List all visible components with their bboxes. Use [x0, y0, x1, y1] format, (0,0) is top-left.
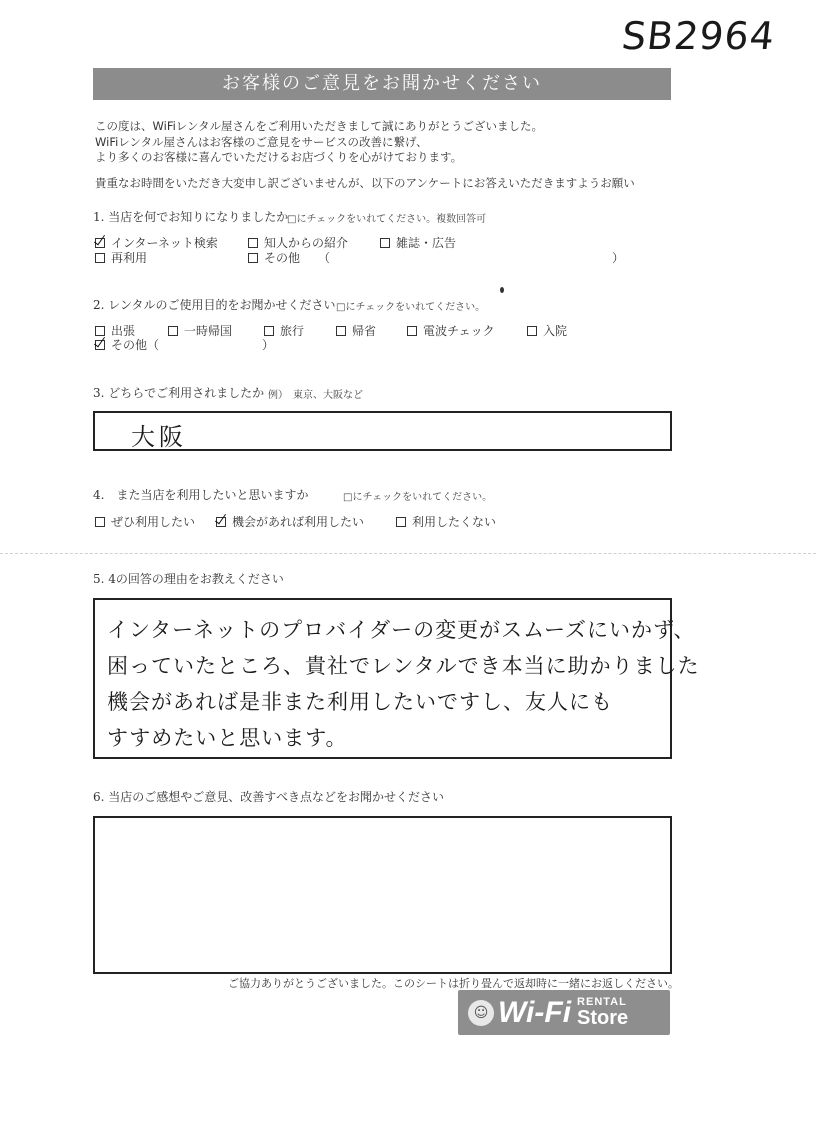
- checkbox-icon[interactable]: [336, 326, 346, 336]
- logo-main-text: Wi-Fi: [498, 995, 572, 1029]
- checkbox-icon[interactable]: [95, 253, 105, 263]
- checkbox-icon[interactable]: [380, 238, 390, 248]
- checkbox-checked-icon[interactable]: [95, 238, 105, 248]
- q1-title: 1. 当店を何でお知りになりましたか: [93, 210, 289, 224]
- intro-line-2: WiFiレンタル屋さんはお客様のご意見をサービスの改善に繋げ、: [95, 135, 428, 149]
- q2-option-label: 一時帰国: [184, 324, 233, 338]
- q2-option-label: 電波チェック: [423, 324, 495, 338]
- checkbox-icon[interactable]: [407, 326, 417, 336]
- q1-option-label: インターネット検索: [111, 236, 218, 250]
- q3-title: 3. どちらでご利用されましたか: [93, 386, 265, 400]
- intro-line-1: この度は、WiFiレンタル屋さんをご利用いただきまして誠にありがとうございました。: [95, 119, 544, 133]
- q5-answer-line: 機会があれば是非また利用したいですし、友人にも: [107, 690, 613, 714]
- q1-option-label: 再利用: [111, 251, 148, 265]
- q6-title: 6. 当店のご感想やご意見、改善すべき点などをお聞かせください: [93, 790, 445, 804]
- q2-option-label: 旅行: [280, 324, 305, 338]
- q2-other-close-paren: ）: [262, 338, 275, 352]
- q5-title: 5. 4の回答の理由をお教えください: [93, 572, 284, 586]
- q5-answer-line: 困っていたところ、貴社でレンタルでき本当に助かりました: [107, 654, 700, 678]
- q3-note: 例） 東京、大阪など: [268, 390, 363, 401]
- q2-option-hospital[interactable]: [527, 322, 567, 339]
- checkbox-checked-icon[interactable]: [216, 517, 226, 527]
- q4-option-definitely[interactable]: [95, 513, 195, 530]
- checkbox-icon[interactable]: [168, 326, 178, 336]
- q2-option-label: 帰省: [352, 324, 377, 338]
- q2-option-label: その他（: [111, 338, 160, 352]
- q3-answer-box[interactable]: [93, 411, 672, 451]
- logo-store-text: Store: [577, 1007, 629, 1029]
- q2-option-homecoming[interactable]: [336, 322, 376, 339]
- footer-note: ご協力ありがとうございました。このシートは折り畳んで返却時に一緒にお返しください。: [228, 977, 679, 990]
- ink-mark: [500, 287, 504, 293]
- q4-title: 4. また当店を利用したいと思いますか: [93, 488, 309, 502]
- q4-option-if-chance[interactable]: [216, 513, 364, 530]
- q1-option-label: 知人からの紹介: [264, 236, 349, 250]
- q1-option-other[interactable]: [248, 249, 300, 266]
- checkbox-checked-icon[interactable]: [95, 340, 105, 350]
- intro-line-4: 貴重なお時間をいただき大変申し訳ございませんが、以下のアンケートにお答えいただきますようお願い: [95, 176, 635, 190]
- page-title: お客様のご意見をお聞かせください: [93, 68, 671, 100]
- q4-note: □にチェックをいれてください。: [343, 492, 493, 503]
- q4-option-no[interactable]: [396, 513, 496, 530]
- logo-rental-text: RENTAL: [577, 996, 627, 1008]
- q2-option-other[interactable]: [95, 336, 159, 353]
- intro-line-3: より多くのお客様に喜んでいただけるお店づくりを心がけております。: [95, 150, 463, 164]
- q2-option-label: 入院: [543, 324, 568, 338]
- q5-answer-box[interactable]: [93, 598, 700, 759]
- q4-option-label: 利用したくない: [412, 515, 497, 529]
- q1-other-close-paren: ）: [612, 251, 625, 265]
- q2-option-signal-check[interactable]: [407, 322, 495, 339]
- q4-option-label: 機会があれば利用したい: [232, 515, 365, 529]
- q2-title: 2. レンタルのご使用目的をお聞かせください: [93, 298, 336, 312]
- brand-logo: [458, 990, 670, 1035]
- q2-note: □にチェックをいれてください。: [336, 302, 486, 313]
- q3-answer: 大阪: [131, 423, 187, 451]
- q2-option-temporary-return[interactable]: [168, 322, 232, 339]
- q4-option-label: ぜひ利用したい: [111, 515, 196, 529]
- q5-answer-line: インターネットのプロバイダーの変更がスムーズにいかず、: [107, 618, 696, 642]
- logo-side-text: [577, 997, 628, 1028]
- q1-option-label: 雑誌・広告: [396, 236, 457, 250]
- checkbox-icon[interactable]: [95, 517, 105, 527]
- checkbox-icon[interactable]: [527, 326, 537, 336]
- fold-line: [0, 553, 816, 554]
- q1-other-open-paren: （: [318, 251, 331, 265]
- checkbox-icon[interactable]: [264, 326, 274, 336]
- serial-number: SB2964: [619, 14, 778, 58]
- q5-answer-line: すすめたいと思います。: [107, 726, 348, 750]
- checkbox-icon[interactable]: [248, 238, 258, 248]
- q2-option-label: 出張: [111, 324, 136, 338]
- checkbox-icon[interactable]: [396, 517, 406, 527]
- checkbox-icon[interactable]: [248, 253, 258, 263]
- q1-option-magazine[interactable]: [380, 234, 456, 251]
- mascot-icon: ☺: [468, 1000, 494, 1026]
- q1-option-reuse[interactable]: [95, 249, 147, 266]
- q1-note: □にチェックをいれてください。複数回答可: [287, 214, 487, 225]
- q6-answer-box[interactable]: [93, 816, 672, 974]
- q1-option-label: その他: [264, 251, 301, 265]
